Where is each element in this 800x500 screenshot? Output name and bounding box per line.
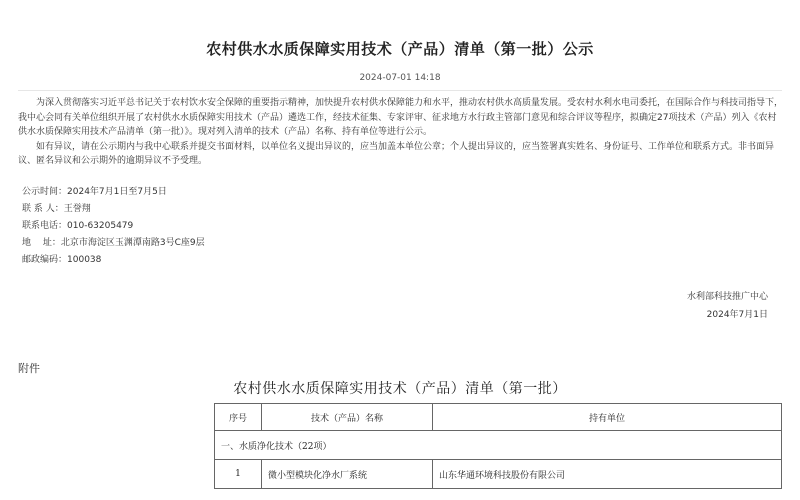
info-contact-person bbox=[22, 201, 205, 218]
notice-paragraph-1: 为深入贯彻落实习近平总书记关于农村饮水安全保障的重要指示精神，加快提升农村供水保障能力和水平，推动农村供水高质量发展。受农村水利水电司委托，在国际合作与科技司指导下，我中心会同有关单位组织开展了农村供水水质保障实用技术（产品）遴选工作，经技术征集、专家评审、征求地方水行政主管部门意见和综合评议等程序，拟确定27项技术（产品）列入《农村供水水质保障实用技术产品清单（第一批）》。现对列入清单的技术（产品）名称、持有单位等进行公示。 bbox=[18, 98, 784, 137]
info-phone bbox=[22, 218, 205, 235]
header-number: 序号 bbox=[215, 404, 262, 431]
table-header-row bbox=[215, 404, 782, 431]
info-postal-code bbox=[22, 252, 205, 269]
notice-body bbox=[18, 96, 784, 169]
info-publicity-period bbox=[22, 184, 205, 201]
row-owner: 山东华通环境科技股份有限公司 bbox=[433, 460, 782, 489]
info-value: 010-63205479 bbox=[67, 221, 134, 231]
info-address bbox=[22, 235, 205, 252]
info-label: 公示时间： bbox=[22, 187, 68, 197]
signature-date: 2024年7月1日 bbox=[706, 310, 768, 320]
signature-block bbox=[687, 288, 768, 324]
section-label: 一、水质净化技术（22项） bbox=[215, 431, 782, 460]
publish-datetime: 2024-07-01 14:18 bbox=[359, 73, 441, 83]
info-value: 2024年7月1日至7月5日 bbox=[67, 187, 167, 197]
header-tech-name: 技术（产品）名称 bbox=[262, 404, 433, 431]
table-section-row bbox=[215, 431, 782, 460]
page-title: 农村供水水质保障实用技术（产品）清单（第一批）公示 bbox=[206, 40, 594, 58]
attachment-label: 附件 bbox=[18, 362, 40, 375]
info-label: 地 址： bbox=[22, 238, 61, 248]
technology-list-table bbox=[214, 403, 782, 489]
header-owner: 持有单位 bbox=[433, 404, 782, 431]
signature-org: 水利部科技推广中心 bbox=[686, 292, 768, 302]
notice-paragraph-2: 如有异议，请在公示期内与我中心联系并提交书面材料，以单位名义提出异议的，应当加盖本单位公章；个人提出异议的，应当签署真实姓名、身份证号、工作单位和联系方式。非书面异议、匿名异议和公示期外的逾期异议不予受理。 bbox=[18, 141, 775, 166]
contact-info bbox=[22, 184, 205, 269]
attachment-list-title: 农村供水水质保障实用技术（产品）清单（第一批） bbox=[233, 381, 567, 397]
row-number: 1 bbox=[215, 460, 262, 489]
row-tech-name: 微小型模块化净水厂系统 bbox=[262, 460, 433, 489]
table-row bbox=[215, 460, 782, 489]
info-value: 王誉翔 bbox=[63, 204, 91, 214]
info-label: 联系电话： bbox=[22, 221, 68, 231]
info-value: 100038 bbox=[67, 255, 102, 265]
info-value: 北京市海淀区玉渊潭南路3号C座9层 bbox=[60, 238, 205, 248]
header-divider bbox=[18, 90, 782, 91]
info-label: 联 系 人： bbox=[22, 204, 64, 214]
info-label: 邮政编码： bbox=[22, 255, 68, 265]
